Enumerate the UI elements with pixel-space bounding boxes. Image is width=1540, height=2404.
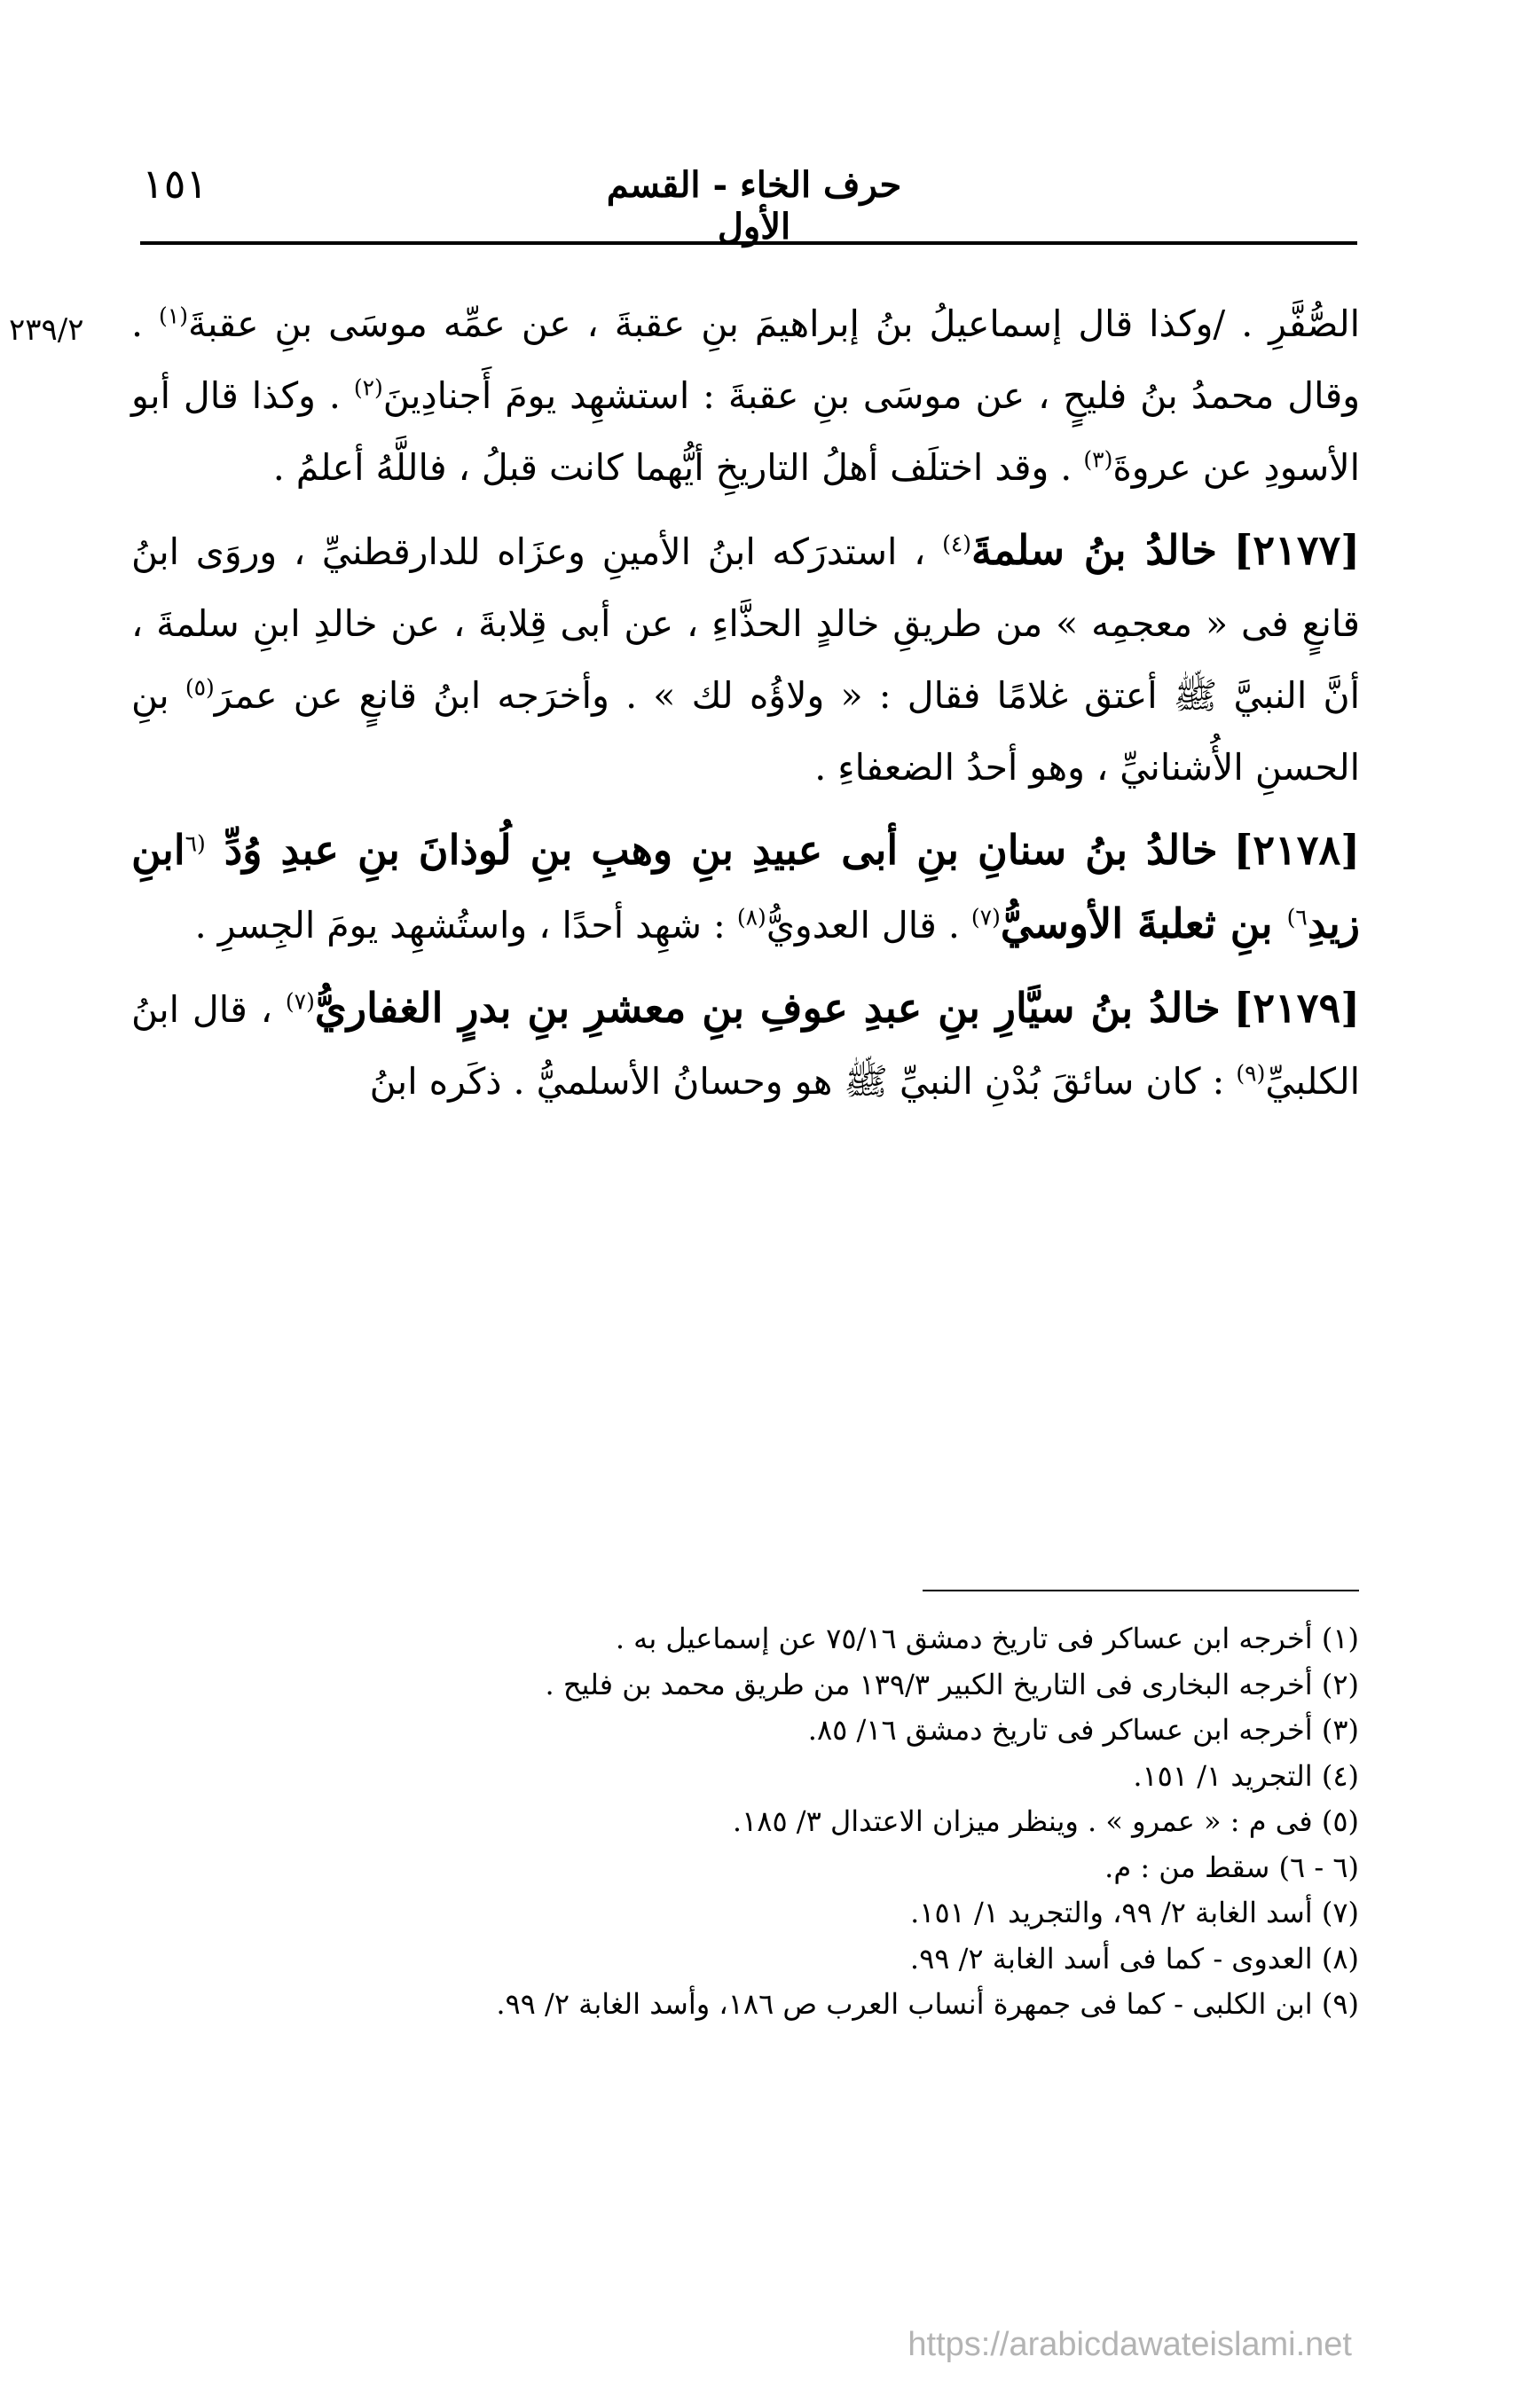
text-run: . وكذا قال أبو الأسودِ عن عروةَ bbox=[131, 374, 1360, 489]
margin-volume-page-reference: ٢٣٩/٢ bbox=[9, 312, 84, 348]
footnote-marker: (١) bbox=[159, 302, 188, 329]
footnote-2: (٢) أخرجه البخارى فى التاريخ الكبير ١٣٩/٣ من طريق محمد بن فليح . bbox=[545, 1667, 1359, 1701]
running-header-title: حرف الخاء - القسم الأول bbox=[606, 164, 902, 247]
header-divider bbox=[140, 241, 1357, 245]
entry-2178 bbox=[131, 814, 1360, 962]
text-run: : كان سائقَ بُدْنِ النبيِّ ﷺ هو وحسانُ الأسلميُّ . ذكَره ابنُ bbox=[369, 1060, 1237, 1103]
entry-2177 bbox=[131, 515, 1360, 804]
text-run: : شهِد أحدًا ، واستُشهِد يومَ الجِسرِ . bbox=[194, 904, 737, 947]
entry-2179 bbox=[131, 972, 1360, 1118]
entry-number: [٢١٧٩] bbox=[1233, 984, 1360, 1032]
footnote-marker: (٦ bbox=[185, 830, 206, 857]
entry-name: خالدُ بنُ سلمةَ bbox=[971, 526, 1217, 574]
footnote-marker: (٢) bbox=[353, 374, 383, 401]
footnote-marker: (٥) bbox=[185, 674, 215, 701]
footnote-marker: (٩) bbox=[1236, 1060, 1266, 1087]
footnote-4: (٤) التجريد ١/ ١٥١. bbox=[1133, 1758, 1359, 1793]
entry-name: خالدُ بنُ سيَّارِ بنِ عبدِ عوفِ بنِ معشرِ بنِ بدرٍ الغفاريُّ bbox=[314, 984, 1221, 1032]
text-run: . وقال محمدُ بنُ فليحٍ ، عن موسَى بنِ عقبةَ : استشهِد يومَ أَجنادِينَ bbox=[131, 302, 1360, 417]
footnote-marker: (٧) bbox=[970, 904, 1001, 931]
entry-number: [٢١٧٨] bbox=[1233, 826, 1360, 874]
footnotes bbox=[177, 1616, 1359, 2028]
text-run: ، استدرَكه ابنُ الأمينِ وعزَاه للدارقطنيِّ ، وروَى ابنُ قانعٍ فى « معجمِه » من طريقِ خالدٍ الحذَّاءِ ، عن أبى قِلابةَ ، عن خالدِ ابنِ سلمةَ ، أنَّ النبيَّ ﷺ أعتق غلامًا فقال : « ولاؤُه لك » . وأخرَجه ابنُ قانعٍ عن عمرَ bbox=[131, 530, 1361, 717]
paragraph-continuation bbox=[131, 288, 1360, 504]
footnote-marker: (٣) bbox=[1083, 446, 1113, 473]
watermark-url: https://arabicdawateislami.net bbox=[908, 2326, 1352, 2363]
footnote-8: (٨) العدوى - كما فى أسد الغابة ٢/ ٩٩. bbox=[909, 1941, 1359, 1976]
footnote-6: (٦ - ٦) سقط من : م. bbox=[1104, 1850, 1359, 1884]
footnote-7: (٧) أسد الغابة ٢/ ٩٩، والتجريد ١/ ١٥١. bbox=[910, 1896, 1359, 1929]
text-run: . قال العدويُّ bbox=[766, 904, 971, 947]
footnote-marker: (٤) bbox=[942, 530, 972, 557]
text-run: بنِ الحسنِ الأُشنانيِّ ، وهو أحدُ الضعفاءِ . bbox=[131, 674, 1360, 789]
footnote-divider bbox=[923, 1590, 1359, 1591]
main-text bbox=[131, 288, 1360, 1118]
footnote-1: (١) أخرجه ابن عساكر فى تاريخ دمشق ٧٥/١٦ عن إسماعيل به . bbox=[615, 1622, 1359, 1655]
footnote-9: (٩) ابن الكلبى - كما فى جمهرة أنساب العرب ص ١٨٦، وأسد الغابة ٢/ ٩٩. bbox=[496, 1987, 1359, 2021]
text-run: ، قال ابنُ الكلبيِّ bbox=[131, 988, 1360, 1103]
footnote-marker: (٨) bbox=[736, 904, 766, 931]
entry-number: [٢١٧٧] bbox=[1233, 526, 1360, 574]
text-run: . وقد اختلَف أهلُ التاريخِ أيُّهما كانت قبلُ ، فاللَّهُ أعلمُ . bbox=[272, 446, 1084, 489]
entry-name: ابنِ زيدِ bbox=[131, 826, 1360, 947]
footnote-5: (٥) فى م : « عمرو » . وينظر ميزان الاعتدال ٣/ ١٨٥. bbox=[732, 1804, 1359, 1838]
footnote-marker: (٧) bbox=[285, 988, 315, 1015]
text-run: الصُّفَّرِ . /وكذا قال إسماعيلُ بنُ إبراهيمَ بنِ عقبةَ ، عن عمِّه موسَى بنِ عقبةَ bbox=[187, 302, 1360, 345]
footnote-3: (٣) أخرجه ابن عساكر فى تاريخ دمشق ١٦/ ٨٥. bbox=[807, 1713, 1359, 1747]
footnote-marker: ٦) bbox=[1286, 904, 1308, 931]
page-number: ١٥١ bbox=[142, 160, 208, 208]
entry-name: خالدُ بنُ سنانِ بنِ أبى عبيدِ بنِ وهبِ بنِ لُوذانَ بنِ عبدِ وُدِّ bbox=[205, 826, 1218, 874]
entry-name: بنِ ثعلبةَ الأوسيُّ bbox=[1000, 900, 1287, 947]
